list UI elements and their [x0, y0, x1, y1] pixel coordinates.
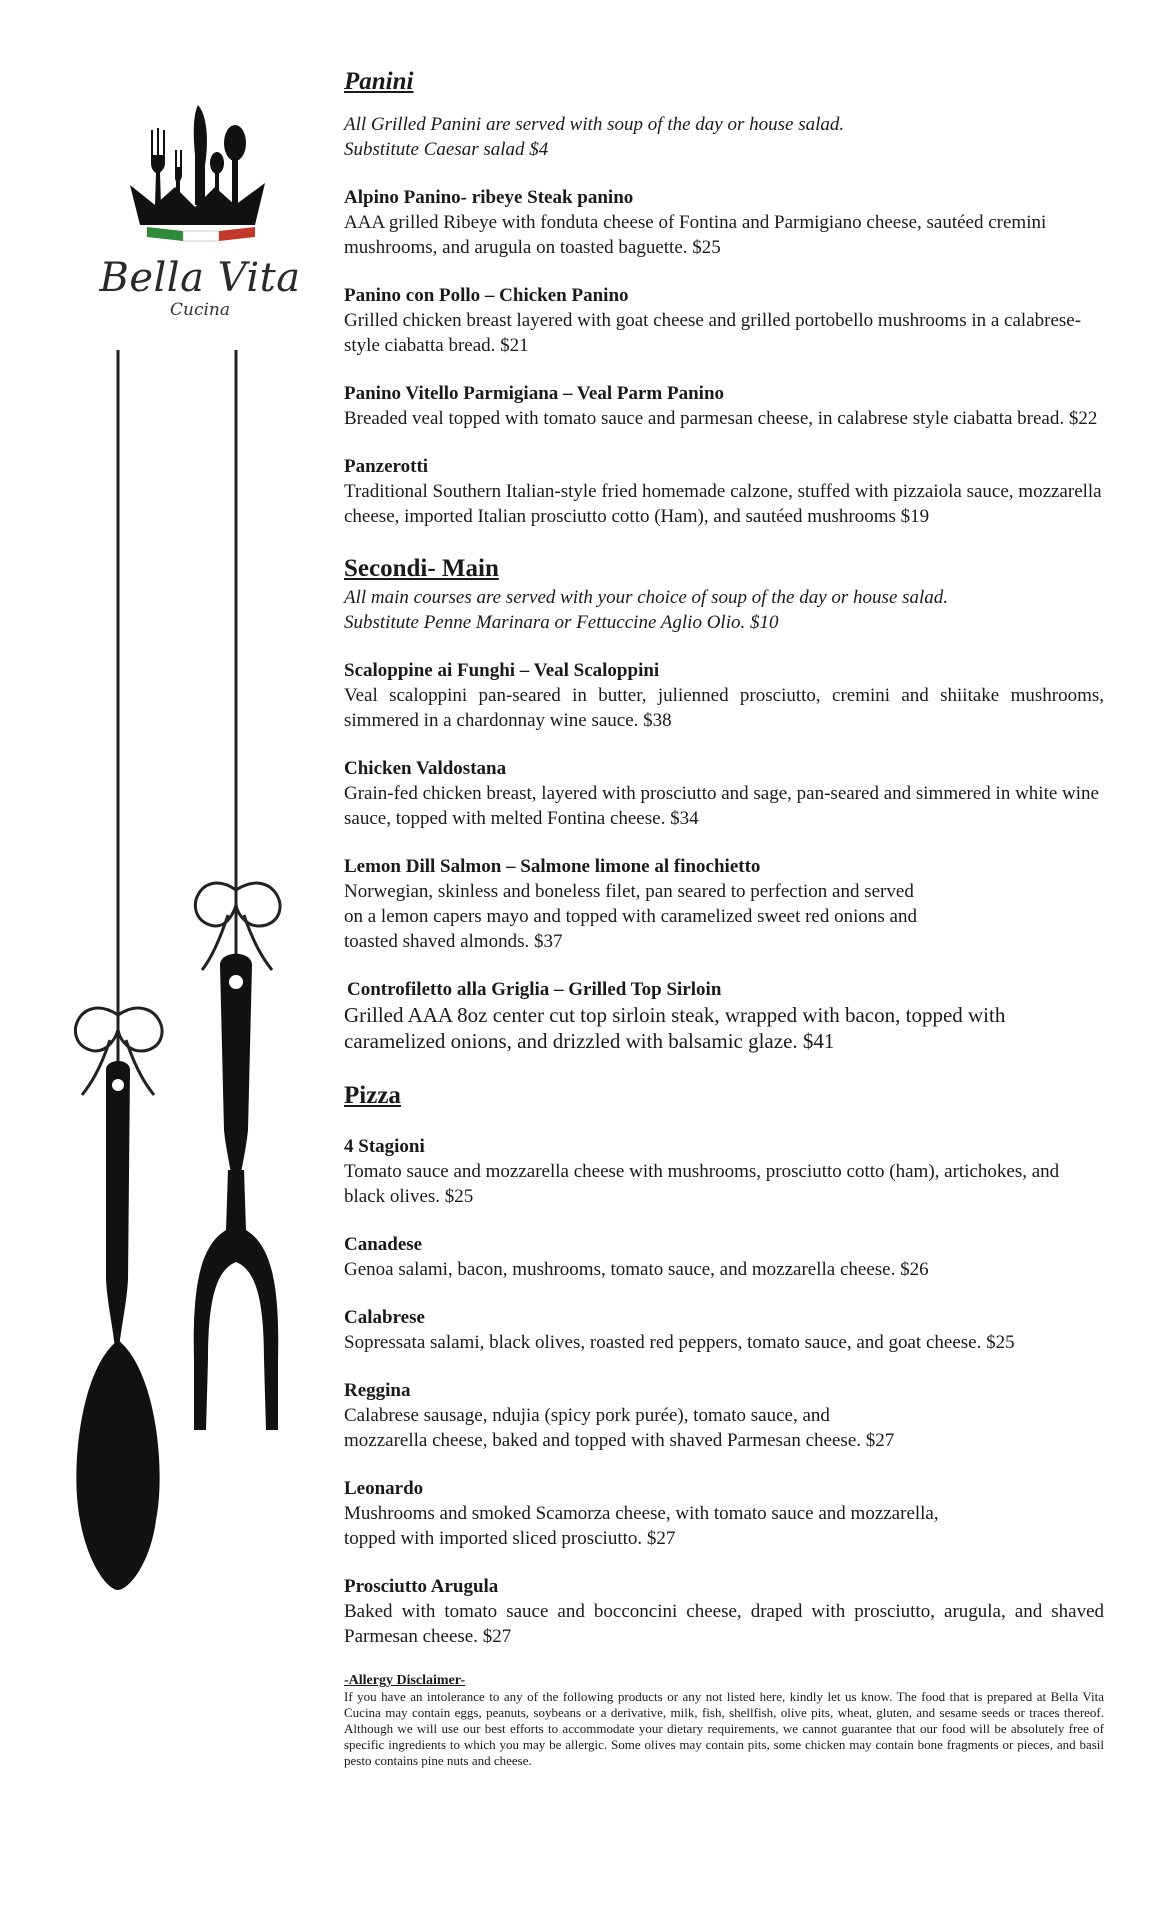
- menu-item-description: Sopressata salami, black olives, roasted red peppers, tomato sauce, and goat cheese. $25: [344, 1332, 1015, 1353]
- allergy-disclaimer: [344, 1673, 1104, 1769]
- menu-item-name: Panino Vitello Parmigiana – Veal Parm Panino: [344, 383, 725, 404]
- menu-item: [344, 185, 1104, 260]
- menu-item: [344, 1574, 1104, 1649]
- menu-item-description: Mushrooms and smoked Scamorza cheese, with tomato sauce and mozzarella, topped with imported sliced prosciutto. $27: [344, 1503, 939, 1549]
- menu-item-description: Breaded veal topped with tomato sauce and parmesan cheese, in calabrese style ciabatta bread. $22: [344, 408, 1098, 429]
- section-title-secondi: Secondi- Main: [344, 555, 499, 582]
- brand-name: Bella Vita: [99, 255, 301, 301]
- spoon-and-fork-icon: [60, 350, 300, 1640]
- menu-item-description: Baked with tomato sauce and bocconcini cheese, draped with prosciutto, arugula, and shaved Parmesan cheese. $27: [344, 1601, 1104, 1647]
- menu-item-description: Traditional Southern Italian-style fried homemade calzone, stuffed with pizzaiola sauce, mozzarella cheese, imported Italian prosciutto cotto (Ham), and sautéed mushrooms $19: [344, 481, 1102, 527]
- hanging-utensils-illustration: [60, 350, 300, 1640]
- menu-item-name: Chicken Valdostana: [344, 758, 507, 779]
- menu-content: [344, 66, 1104, 1769]
- menu-item-name: Controfiletto alla Griglia – Grilled Top Sirloin: [347, 979, 722, 1000]
- menu-item: [344, 1232, 1104, 1282]
- menu-item: [344, 381, 1104, 431]
- secondi-note: All main courses are served with your choice of soup of the day or house salad. Substitute Penne Marinara or Fettuccine Aglio Olio. $10: [344, 587, 949, 633]
- menu-item-description: Grilled chicken breast layered with goat cheese and grilled portobello mushrooms in a calabrese-style ciabatta bread. $21: [344, 310, 1082, 356]
- menu-item-name: 4 Stagioni: [344, 1136, 425, 1157]
- menu-item-name: Scaloppine ai Funghi – Veal Scaloppini: [344, 660, 660, 681]
- disclaimer-body: If you have an intolerance to any of the following products or any not listed here, kindly let us know. The food that is prepared at Bella Vita Cucina may contain eggs, peanuts, soybeans or a derivative, milk, fish, shellfish, olive pits, wheat, gluten, and sesame seeds or traces thereof. Although we will use our best efforts to accommodate your dietary requirements, we cannot guarantee that our food will be absolutely free of specific ingredients to which you may be allergic. Some olives may contain pits, some chicken may contain bone fragments or pieces, and basil pesto contains pine nuts and cheese.: [344, 1689, 1104, 1768]
- menu-item: [344, 1134, 1104, 1209]
- menu-item-name: Lemon Dill Salmon – Salmone limone al finochietto: [344, 856, 761, 877]
- menu-item-description: Grilled AAA 8oz center cut top sirloin steak, wrapped with bacon, topped with caramelized onions, and drizzled with balsamic glaze. $41: [344, 1003, 1006, 1053]
- menu-item-name: Alpino Panino- ribeye Steak panino: [344, 187, 634, 208]
- menu-item-name: Prosciutto Arugula: [344, 1576, 499, 1597]
- menu-item: [344, 454, 1104, 529]
- menu-item-description: Calabrese sausage, ndujia (spicy pork purée), tomato sauce, and mozzarella cheese, baked and topped with shaved Parmesan cheese. $27: [344, 1405, 895, 1451]
- menu-item-description: Tomato sauce and mozzarella cheese with mushrooms, prosciutto cotto (ham), artichokes, and black olives. $25: [344, 1161, 1060, 1207]
- brand-subtitle: Cucina: [170, 300, 230, 320]
- disclaimer-title: -Allergy Disclaimer-: [344, 1673, 466, 1688]
- menu-item-description: Norwegian, skinless and boneless filet, pan seared to perfection and served on a lemon capers mayo and topped with caramelized sweet red onions and toasted shaved almonds. $37: [344, 881, 917, 952]
- menu-item: [344, 977, 1104, 1054]
- menu-item-description: AAA grilled Ribeye with fonduta cheese of Fontina and Parmigiano cheese, sautéed cremini mushrooms, and arugula on toasted baguette. $25: [344, 212, 1047, 258]
- menu-item-name: Calabrese: [344, 1307, 425, 1328]
- restaurant-logo: [95, 95, 305, 335]
- menu-item: [344, 854, 1104, 954]
- menu-item: [344, 1305, 1104, 1355]
- menu-item-name: Canadese: [344, 1234, 423, 1255]
- section-title-pizza: Pizza: [344, 1082, 401, 1109]
- menu-item-name: Leonardo: [344, 1478, 424, 1499]
- menu-item: [344, 283, 1104, 358]
- panini-note: All Grilled Panini are served with soup of the day or house salad. Substitute Caesar salad $4: [344, 114, 845, 160]
- section-title-panini: Panini: [344, 68, 414, 95]
- menu-item-description: Grain-fed chicken breast, layered with prosciutto and sage, pan-seared and simmered in white wine sauce, topped with melted Fontina cheese. $34: [344, 783, 1099, 829]
- menu-item-description: Veal scaloppini pan-seared in butter, julienned prosciutto, cremini and shiitake mushrooms, simmered in a chardonnay wine sauce. $38: [344, 685, 1104, 731]
- menu-item: [344, 658, 1104, 733]
- menu-item: [344, 1378, 1104, 1453]
- menu-item: [344, 1476, 1104, 1551]
- menu-item: [344, 756, 1104, 831]
- menu-item-description: Genoa salami, bacon, mushrooms, tomato sauce, and mozzarella cheese. $26: [344, 1259, 929, 1280]
- menu-item-name: Reggina: [344, 1380, 411, 1401]
- menu-item-name: Panzerotti: [344, 456, 429, 477]
- menu-item-name: Panino con Pollo – Chicken Panino: [344, 285, 629, 306]
